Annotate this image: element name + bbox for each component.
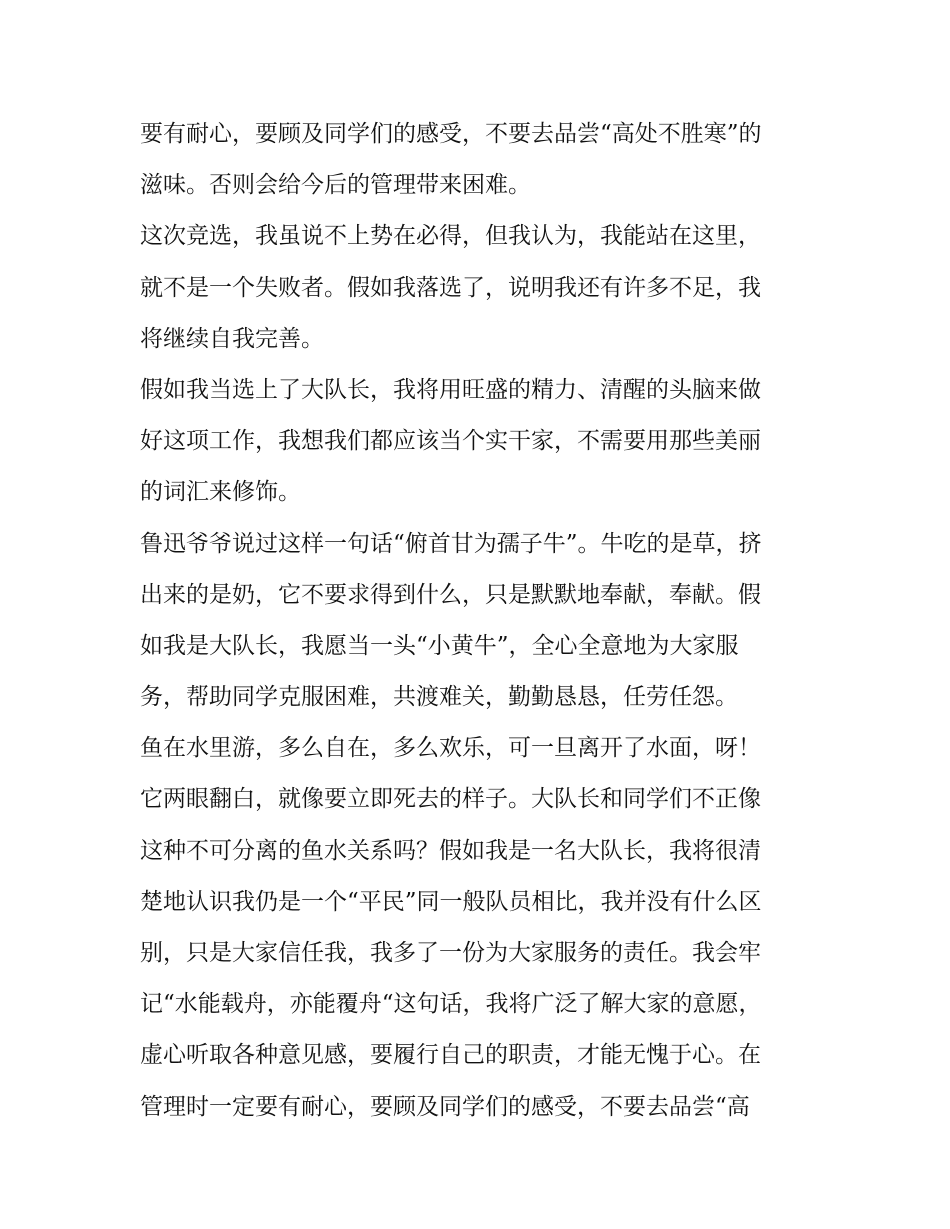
text-line: 滋味。否则会给今后的管理带来困难。 [140, 172, 531, 199]
text-line: 出来的是奶，它不要求得到什么，只是默默地奉献，奉献。假 [140, 581, 761, 608]
body-text [140, 109, 820, 1133]
text-line: 记“水能载舟，亦能覆舟“这句话，我将广泛了解大家的意愿， [140, 991, 762, 1018]
text-line: 虚心听取各种意见感，要履行自己的职责，才能无愧于心。在 [140, 1042, 761, 1069]
text-line: 别，只是大家信任我，我多了一份为大家服务的责任。我会牢 [140, 940, 761, 966]
text-line: 这次竞选，我虽说不上势在必得，但我认为，我能站在这里， [140, 223, 761, 250]
text-line: 务，帮助同学克服困难，共渡难关，勤勤恳恳，任劳任怨。 [140, 684, 738, 711]
text-line: 好这项工作，我想我们都应该当个实干家，不需要用那些美丽 [140, 428, 761, 455]
text-line: 要有耐心，要顾及同学们的感受，不要去品尝“高处不胜寒”的 [140, 121, 762, 147]
text-line: 它两眼翻白，就像要立即死去的样子。大队长和同学们不正像 [140, 786, 761, 813]
text-line: 鱼在水里游，多么自在，多么欢乐，可一旦离开了水面，呀！ [140, 735, 761, 762]
text-line: 的词汇来修饰。 [140, 479, 301, 506]
text-line: 将继续自我完善。 [140, 325, 324, 352]
text-line: 就不是一个失败者。假如我落选了，说明我还有许多不足，我 [140, 274, 761, 301]
text-line: 鲁迅爷爷说过这样一句话“俯首甘为孺子牛”。牛吃的是草，挤 [140, 530, 762, 557]
text-line: 管理时一定要有耐心，要顾及同学们的感受，不要去品尝“高 [140, 1093, 750, 1120]
text-line: 楚地认识我仍是一个“平民”同一般队员相比，我并没有什么区 [140, 888, 762, 915]
text-line: 这种不可分离的鱼水关系吗？假如我是一名大队长，我将很清 [140, 837, 761, 864]
text-line: 如我是大队长，我愿当一头“小黄牛”，全心全意地为大家服 [140, 632, 739, 659]
text-line: 假如我当选上了大队长，我将用旺盛的精力、清醒的头脑来做 [140, 376, 761, 403]
